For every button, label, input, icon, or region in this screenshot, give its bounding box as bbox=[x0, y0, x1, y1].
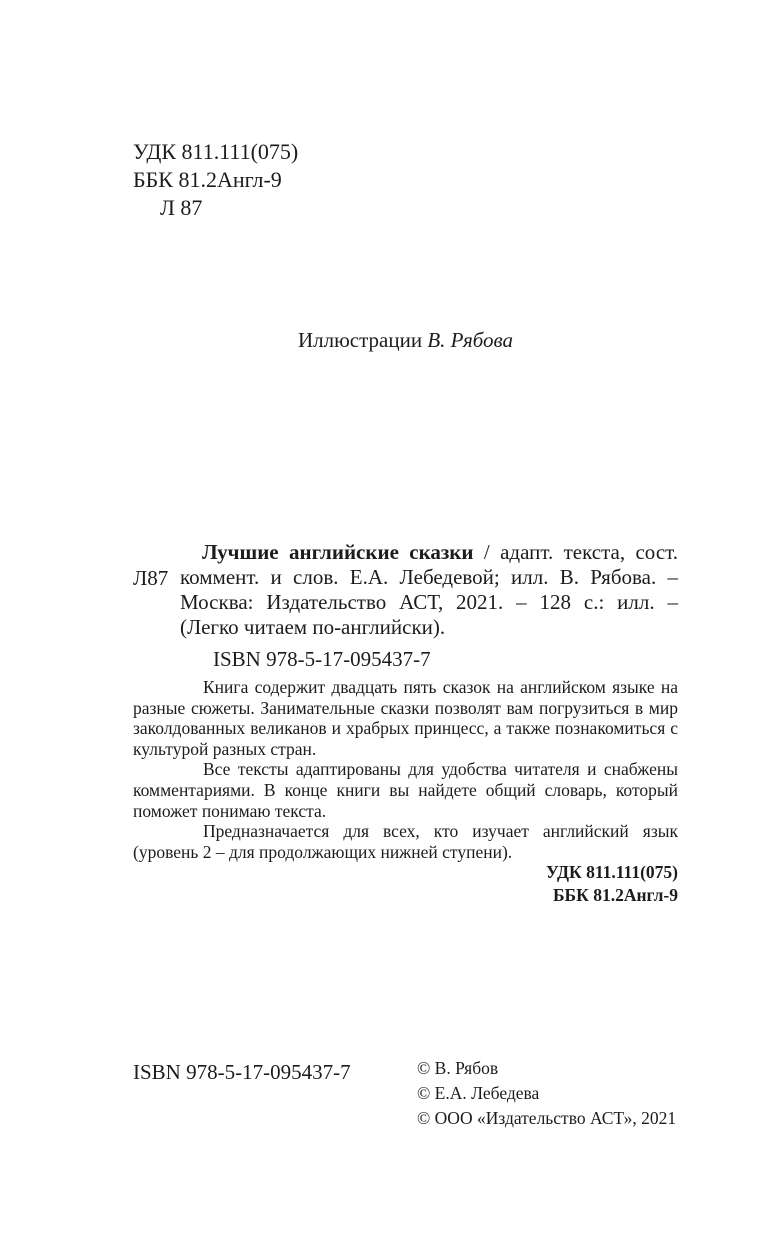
illustrations-credit bbox=[133, 328, 678, 353]
classification-right-block bbox=[133, 861, 678, 906]
isbn-bottom: ISBN 978-5-17-095437-7 bbox=[133, 1060, 351, 1084]
bibliographic-entry bbox=[133, 540, 678, 672]
annotation-block bbox=[133, 677, 678, 862]
udk-right-line: УДК 811.111(075) bbox=[545, 862, 678, 882]
bib-details: / адапт. текста, сост. коммент. и слов. Е.А. Лебедевой; илл. В. Рябова. – Москва: Издательство АСТ, 2021. – 128 с.: илл. – (Легко читаем по-английски). bbox=[180, 540, 678, 639]
isbn-line: ISBN 978-5-17-095437-7 bbox=[213, 647, 431, 671]
udk-line: УДК 811.111(075) bbox=[133, 139, 299, 164]
bbk-line: ББК 81.2Англ-9 bbox=[133, 167, 282, 192]
illustrator-name: В. Рябова bbox=[427, 328, 513, 352]
illustrations-label: Иллюстрации bbox=[297, 328, 423, 352]
book-title: Лучшие английские сказки bbox=[202, 540, 474, 564]
copyright-block bbox=[417, 1056, 676, 1131]
bbk-right-line: ББК 81.2Англ-9 bbox=[552, 884, 678, 905]
bib-author-code: Л87 bbox=[133, 566, 169, 590]
annotation-paragraph-2: Все тексты адаптированы для удобства читателя и снабжены комментариями. В конце книги вы найдете общий словарь, который поможет понимаю текста. bbox=[133, 759, 678, 821]
copyright-line-illustrator: © В. Рябов bbox=[417, 1058, 499, 1078]
book-code-line: Л 87 bbox=[160, 195, 203, 220]
classification-block bbox=[133, 138, 298, 222]
annotation-paragraph-1: Книга содержит двадцать пять сказок на английском языке на разные сюжеты. Занимательные сказки позволят вам погрузиться в мир заколдованных великанов и храбрых принцесс, а также познакомиться с культурой разных стран. bbox=[133, 677, 678, 759]
annotation-paragraph-3: Предназначается для всех, кто изучает английский язык (уровень 2 – для продолжающих нижней ступени). bbox=[133, 821, 678, 862]
bottom-block bbox=[133, 1056, 678, 1146]
copyright-line-author: © Е.А. Лебедева bbox=[417, 1083, 540, 1103]
bib-description bbox=[180, 540, 678, 640]
copyright-line-publisher: © ООО «Издательство АСТ», 2021 bbox=[417, 1108, 677, 1128]
